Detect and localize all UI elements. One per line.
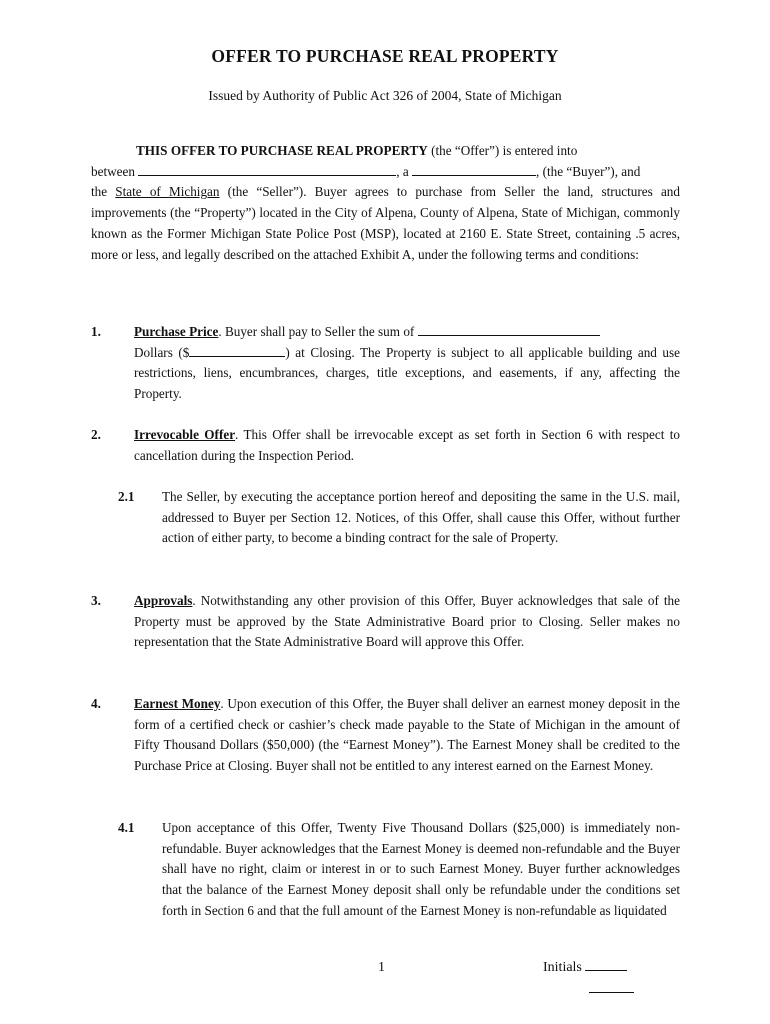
section-2-1-number: 2.1 [118, 489, 135, 504]
section-2-text: . This Offer shall be irrevocable except as set forth in Section 6 with respect to cancellation during the Inspection Period. [134, 427, 681, 463]
intro-text-6: (the “Seller”). Buyer agrees to purchase from Seller the land, structures and improvements (the “Property”) located in the City of Alpena, County of Alpena, State of Michigan, commonly known as the Former Michigan State Police Post (MSP), located at 2160 E. State Street, containing .5 acres, more or less, and legally described on the attached Exhibit A, under the following terms and conditions: [91, 184, 680, 262]
section-3-number: 3. [91, 593, 101, 608]
section-3-text: . Notwithstanding any other provision of this Offer, Buyer acknowledges that sale of the Property must be approved by the State Administrative Board prior to Closing. Seller makes no representation that the State Administrative Board will approve this Offer. [134, 593, 680, 650]
section-1-body [134, 322, 680, 405]
section-4-1-body [162, 818, 680, 922]
section-4-1-text: Upon acceptance of this Offer, Twenty Five Thousand Dollars ($25,000) is immediately non-refundable. Buyer acknowledges that the Earnest Money is deemed non-refundable and the Buyer shall have no right, claim or interest in or to such Earnest Money. Buyer further acknowledges that the balance of the Earnest Money deposit shall only be refundable under the conditions set forth in Section 6 and that the full amount of the Earnest Money is non-refundable as liquidated [162, 820, 680, 918]
section-2-1-text: The Seller, by executing the acceptance portion hereof and depositing the same in the U.S. mail, addressed to Buyer per Section 12. Notices, of this Offer, shall cause this Offer, without further action of either party, to become a binding contract for the sale of Property. [162, 489, 680, 546]
intro-text-4: , (the “Buyer”), and [535, 163, 641, 179]
section-2-1-body [162, 487, 680, 549]
section-1-text-2: Dollars ($ [134, 344, 190, 360]
section-3-body [134, 591, 680, 653]
section-1-heading: Purchase Price [134, 324, 219, 339]
intro-paragraph [91, 141, 680, 265]
document-subtitle: Issued by Authority of Public Act 326 of 2004, State of Michigan [208, 88, 562, 103]
section-4-heading: Earnest Money [134, 696, 221, 711]
section-3-heading: Approvals [134, 593, 193, 608]
intro-lead: THIS OFFER TO PURCHASE REAL PROPERTY [136, 143, 428, 158]
section-2-number: 2. [91, 427, 101, 442]
purchase-price-amount-blank[interactable] [189, 344, 285, 357]
intro-text-3: , a [396, 163, 409, 179]
section-1-text-3: ) at Closing. The Property is subject to all applicable building and use restrictions, liens, encumbrances, charges, title exceptions, and easements, if any, affecting the Property. [134, 344, 680, 402]
intro-text-2: between [91, 163, 135, 179]
initials-blank-1[interactable] [585, 960, 627, 971]
purchase-price-words-blank[interactable] [418, 323, 600, 336]
section-4-number: 4. [91, 696, 101, 711]
document-title: OFFER TO PURCHASE REAL PROPERTY [211, 46, 559, 66]
intro-text-1: (the “Offer”) is entered into [427, 143, 578, 158]
intro-text-5: the [91, 184, 116, 200]
section-1-text-1: . Buyer shall pay to Seller the sum of [218, 324, 415, 339]
buyer-type-blank[interactable] [412, 163, 536, 176]
page-number: 1 [378, 960, 385, 975]
section-2-body [134, 425, 680, 466]
section-4-1-number: 4.1 [118, 820, 135, 835]
initials-area [543, 960, 627, 976]
section-2-heading: Irrevocable Offer [134, 427, 236, 442]
buyer-name-blank[interactable] [138, 163, 396, 176]
section-1-number: 1. [91, 324, 101, 339]
section-4-body [134, 694, 680, 777]
initials-label: Initials [543, 960, 582, 975]
initials-blank-2[interactable] [589, 992, 634, 993]
section-4-text: . Upon execution of this Offer, the Buyer shall deliver an earnest money deposit in the form of a certified check or cashier’s check made payable to the State of Michigan in the amount of Fifty Thousand Dollars ($50,000) (the “Earnest Money”). The Earnest Money shall be credited to the Purchase Price at Closing. Buyer shall not be entitled to any interest earned on the Earnest Money. [134, 696, 680, 774]
seller-name: State of Michigan [115, 184, 220, 200]
